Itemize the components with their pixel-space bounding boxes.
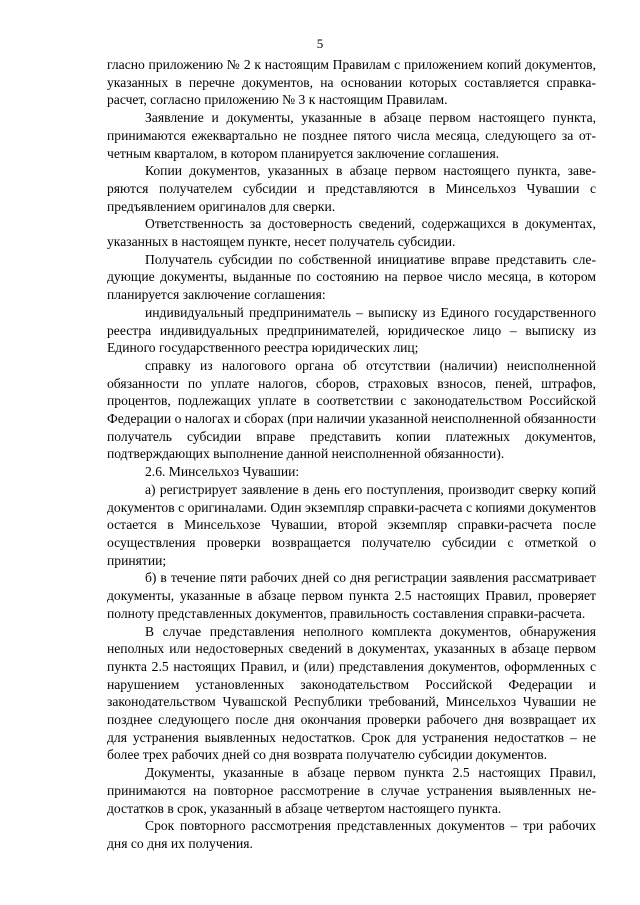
paragraph: Документы, указанные в абзаце первом пункта 2.5 настоящих Правил, принимаются на повторное рассмотрение в случае устранения выявленных недостатков в срок, указанный в абзаце четвертом настоящего пункта. xyxy=(107,765,596,816)
document-body xyxy=(107,56,596,853)
paragraph: справку из налогового органа об отсутствии (наличии) неисполненной обязанности по уплате налогов, сборов, страховых взносов, пеней, штрафов, процентов, подлежащих уплате в соответствии с законодательством Российской Федерации о налогах и сборах (при наличии указанной неисполненной обязанности получатель субсидии вправе представить копии платежных документов, подтверждающих выполнение данной неисполненной обязанности). xyxy=(107,357,596,462)
paragraph: а) регистрирует заявление в день его поступления, производит сверку копий документов с оригиналами. Один экземпляр справки-расчета с копиями документов остается в Минсельхозе Чувашии, второй экземпляр справки-расчета после осуществления проверки возвращается получателю субсидии с отметкой о принятии; xyxy=(107,481,596,568)
paragraph: Ответственность за достоверность сведений, содержащихся в документах, указанных в настоящем пункте, несет получатель субсидии. xyxy=(107,216,596,250)
paragraph: Получатель субсидии по собственной инициативе вправе представить следующие документы, выданные по состоянию на первое число месяца, в котором планируется заключение соглашения: xyxy=(107,251,596,303)
paragraph: В случае представления неполного комплекта документов, обнаружения неполных или недостоверных сведений в документах, указанных в абзаце первом пункта 2.5 настоящих Правил, и (или) представления документов, оформленных с нарушением установленных законодательством Российской Федерации и законодательством Чувашской Республики требований, Минсельхоз Чувашии не позднее следующего после дня окончания проверки рабочего дня возвращает их для устранения выявленных недостатков. Срок для устранения недостатков – не более трех рабочих дней со дня возврата получателю субсидии документов. xyxy=(107,623,596,763)
paragraph: Срок повторного рассмотрения представленных документов – три рабочих дня со дня их получения. xyxy=(107,818,596,851)
paragraph: индивидуальный предприниматель – выписку из Единого государственного реестра индивидуальных предпринимателей, юридическое лицо – выписку из Единого государственного реестра юридических лиц; xyxy=(107,304,596,356)
section-heading: 2.6. Минсельхоз Чувашии: xyxy=(145,464,300,480)
paragraph-continuation: гласно приложению № 2 к настоящим Правилам с приложением копий документов, указанных в перечне документов, на основании которых составляется справка-расчет, согласно приложению № 3 к настоящим Правилам. xyxy=(107,57,596,108)
paragraph: Копии документов, указанных в абзаце первом настоящего пункта, заверяются получателем субсидии и представляются в Минсельхоз Чувашии с предъявлением оригиналов для сверки. xyxy=(107,163,596,214)
paragraph: Заявление и документы, указанные в абзаце первом настоящего пункта, принимаются ежеквартально не позднее пятого числа месяца, следующего за отчетным кварталом, в котором планируется заключение соглашения. xyxy=(107,110,596,161)
paragraph: б) в течение пяти рабочих дней со дня регистрации заявления рассматривает документы, указанные в абзаце первом пункта 2.5 настоящих Правил, проверяет полноту представленных документов, правильность составления справки-расчета. xyxy=(107,570,596,621)
page-number: 5 xyxy=(316,36,324,51)
